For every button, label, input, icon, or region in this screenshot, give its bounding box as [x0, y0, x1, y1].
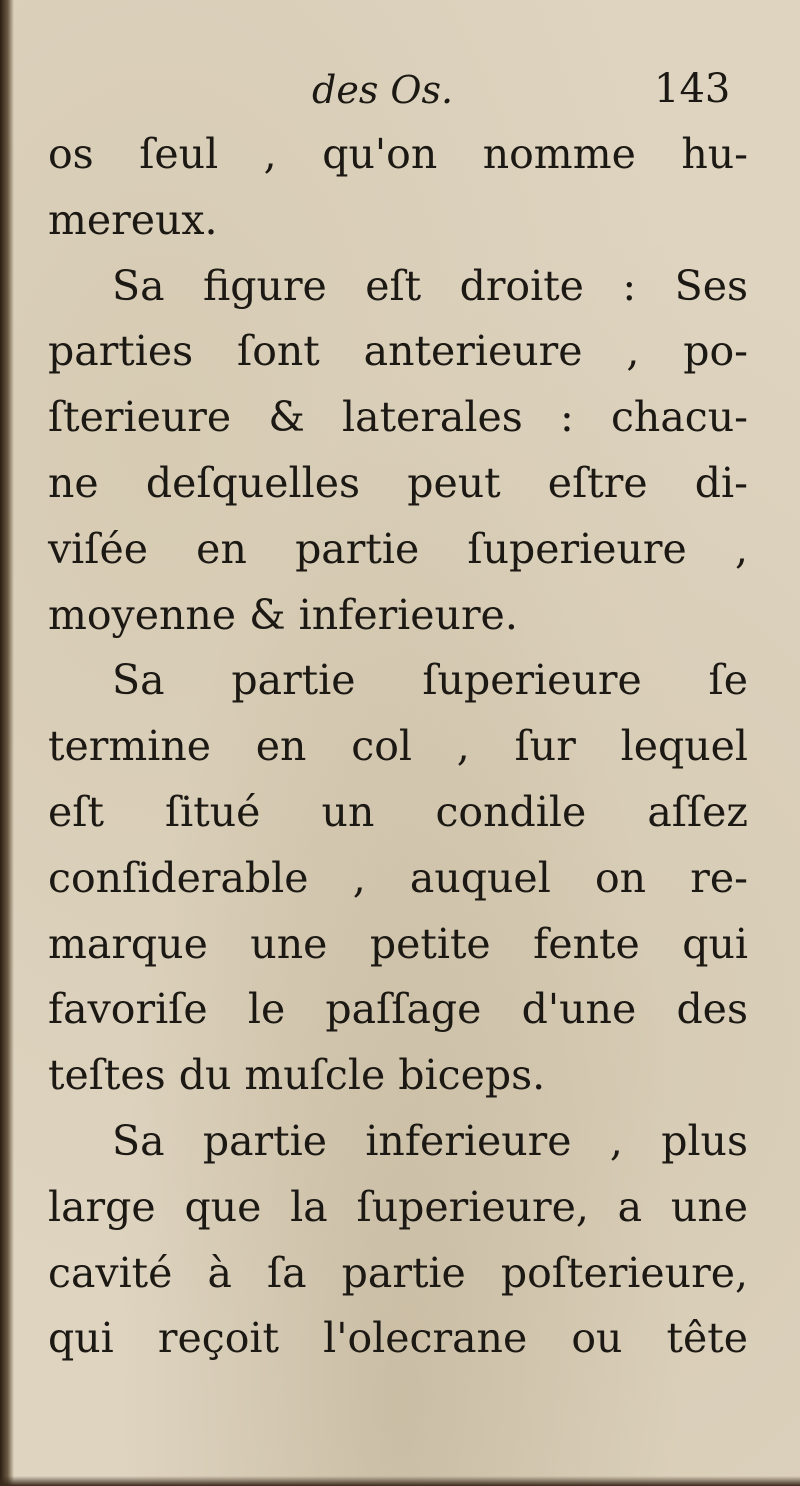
text-line: Sa partie ſuperieure ſe [112, 656, 748, 705]
text-line: qui reçoit l'olecrane ou tête [48, 1314, 748, 1363]
text-line: cavité à ſa partie poſterieure, [48, 1248, 748, 1297]
text-line: ne deſquelles peut eſtre di- [48, 458, 748, 507]
text-line: conſiderable , auquel on re- [48, 853, 748, 902]
running-head: des Os. [312, 68, 454, 112]
text-line: termine en col , ſur lequel [48, 722, 748, 771]
text-line: marque une petite fente qui [48, 919, 748, 968]
text-line: large que la ſuperieure, a une [48, 1182, 748, 1231]
text-line: parties ſont anterieure , po- [48, 327, 748, 376]
text-line: teſtes du muſcle biceps. [48, 1051, 546, 1100]
page-number: 143 [654, 66, 731, 112]
text-line: os ſeul , qu'on nomme hu- [48, 130, 748, 178]
text-line: moyenne & inferieure. [48, 590, 518, 639]
text-line: Sa figure eſt droite : Ses [112, 261, 748, 310]
text-line: favoriſe le paſſage d'une des [48, 985, 748, 1034]
page-bottom-edge [0, 1476, 800, 1486]
text-line: ſterieure & laterales : chacu- [48, 393, 748, 442]
text-line: viſée en partie ſuperieure , [48, 524, 748, 573]
text-line: eſt ſitué un condile aſſez [48, 787, 748, 836]
body-text [48, 122, 748, 1372]
text-line: Sa partie inferieure , plus [112, 1116, 748, 1165]
text-line: mereux. [48, 195, 218, 244]
page-header [0, 62, 800, 122]
binding-edge [0, 0, 14, 1486]
